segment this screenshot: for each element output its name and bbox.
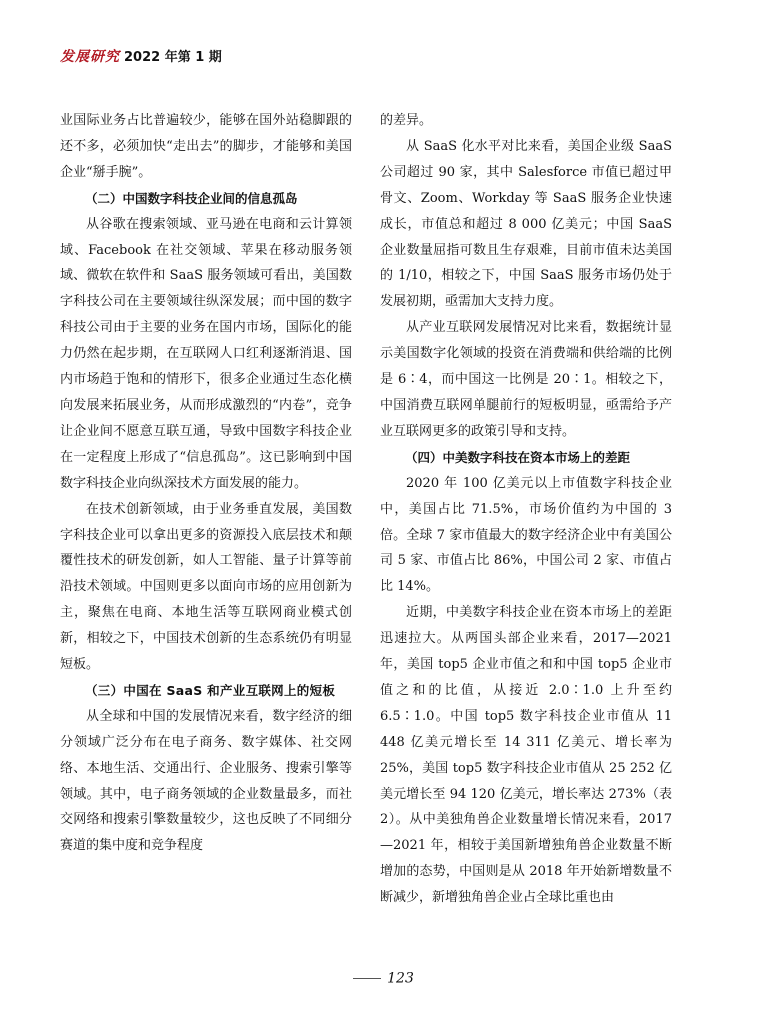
- section-heading: （二）中国数字科技企业间的信息孤岛: [85, 190, 298, 206]
- paragraph: 2020 年 100 亿美元以上市值数字科技企业中，美国占比 71.5%，市场价值约为中国的 3 倍。全球 7 家市值最大的数字经济企业中有美国公司 5 家、市值占比 86%，中国公司 2 家、市值占比 14%。: [380, 475, 672, 595]
- section-heading: （四）中美数字科技在资本市场上的差距: [405, 449, 631, 465]
- issue-label: 2022 年第 1 期: [124, 50, 222, 65]
- page-footer: [0, 966, 767, 990]
- right-column: [380, 108, 672, 911]
- left-column: [60, 108, 352, 859]
- section-heading: （三）中国在 SaaS 和产业互联网上的短板: [85, 682, 336, 698]
- paragraph: 从产业互联网发展情况对比来看，数据统计显示美国数字化领域的投资在消费端和供给端的比例是 6∶4，而中国这一比例是 20∶1。相较之下，中国消费互联网单腿前行的短板明显，亟需给予产业互联网更多的政策引导和支持。: [380, 320, 672, 439]
- page-number: 123: [387, 970, 414, 987]
- footer-rule: [353, 978, 381, 979]
- paragraph: 的差异。: [380, 113, 433, 128]
- paragraph: 业国际业务占比普遍较少，能够在国外站稳脚跟的还不多，必须加快“走出去”的脚步，才能够和美国企业“掰手腕”。: [60, 113, 352, 180]
- running-header: [60, 44, 222, 68]
- paragraph: 从 SaaS 化水平对比来看，美国企业级 SaaS 公司超过 90 家，其中 Salesforce 市值已超过甲骨文、Zoom、Workday 等 SaaS 服务企业快速成长，市值总和超过 8 000 亿美元；中国 SaaS 企业数量屈指可数且生存艰难，目前市值未达美国的 1/10，相较之下，中国 SaaS 服务市场仍处于发展初期，亟需加大支持力度。: [380, 138, 672, 310]
- journal-name: 发展研究: [60, 49, 120, 65]
- paragraph: 近期，中美数字科技企业在资本市场上的差距迅速拉大。从两国头部企业来看，2017—2021 年，美国 top5 企业市值之和和中国 top5 企业市值之和的比值，从接近 2.0∶1.0 上升至约 6.5∶1.0。中国 top5 数字科技企业市值从 11 448 亿美元增长至 14 311 亿美元、增长率为 25%，美国 top5 数字科技企业市值从 25 252 亿美元增长至 94 120 亿美元，增长率达 273%（表 2）。从中美独角兽企业数量增长情况来看，2017—2021 年，相较于美国新增独角兽企业数量不断增加的态势，中国则是从 2018 年开始新增数量不断减少，新增独角兽企业占全球比重也由: [380, 605, 672, 906]
- paragraph: 从全球和中国的发展情况来看，数字经济的细分领域广泛分布在电子商务、数字媒体、社交网络、本地生活、交通出行、企业服务、搜索引擎等领域。其中，电子商务领域的企业数量最多，而社交网络和搜索引擎数量较少，这也反映了不同细分赛道的集中度和竞争程度: [60, 708, 352, 854]
- paragraph: 在技术创新领域，由于业务垂直发展，美国数字科技企业可以拿出更多的资源投入底层技术和颠覆性技术的研发创新，如人工智能、量子计算等前沿技术领域。中国则更多以面向市场的应用创新为主，聚焦在电商、本地生活等互联网商业模式创新，相较之下，中国技术创新的生态系统仍有明显短板。: [60, 501, 352, 673]
- paragraph: 从谷歌在搜索领域、亚马逊在电商和云计算领域、Facebook 在社交领域、苹果在移动服务领域、微软在软件和 SaaS 服务领域可看出，美国数字科技公司在主要领域往纵深发展；而中国的数字科技公司由于主要的业务在国内市场，国际化的能力仍然在起步期，在互联网人口红利逐渐消退、国内市场趋于饱和的情形下，很多企业通过生态化横向发展来拓展业务，从而形成激烈的“内卷”，竞争让企业间不愿意互联互通，导致中国数字科技企业在一定程度上形成了“信息孤岛”。这已影响到中国数字科技企业向纵深技术方面发展的能力。: [60, 216, 352, 491]
